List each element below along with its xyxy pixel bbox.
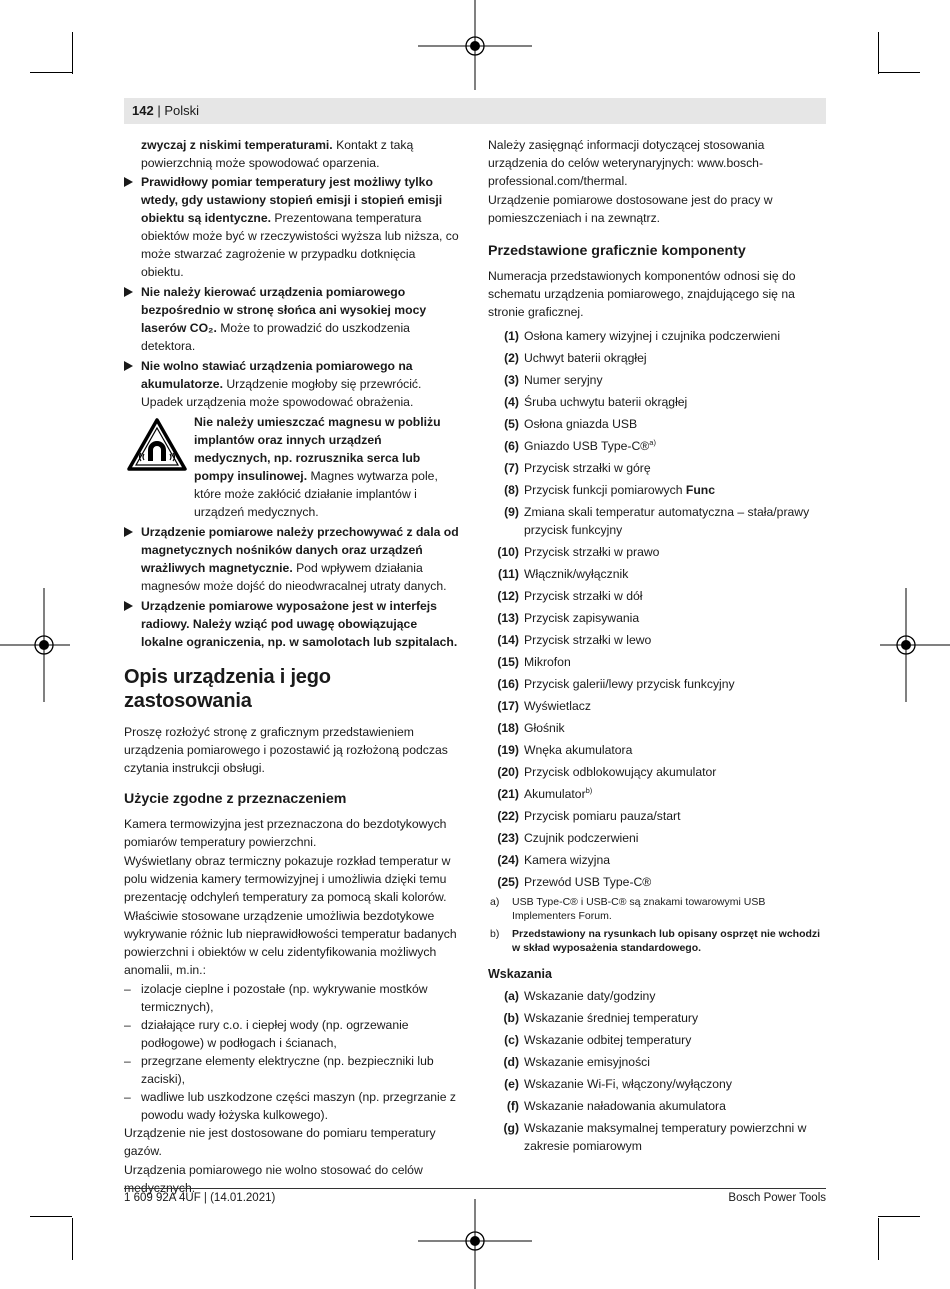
subsection-title: Użycie zgodne z przeznaczeniem bbox=[124, 791, 347, 807]
item-text: Wskazanie naładowania akumulatora bbox=[524, 1099, 726, 1113]
list-item bbox=[488, 459, 826, 477]
item-text: Przycisk pomiaru pauza/start bbox=[524, 809, 681, 823]
registration-mark-icon bbox=[0, 588, 70, 702]
continued-paragraph: zwyczaj z niskimi temperaturami. Kontakt z taką powierzchnią może spowodować oparzenia. bbox=[141, 138, 414, 170]
right-column bbox=[488, 136, 826, 1159]
document-id: 1 609 92A 4UF | (14.01.2021) bbox=[124, 1192, 276, 1204]
footnote-ref: b) bbox=[585, 785, 593, 795]
item-number: (20) bbox=[497, 765, 519, 779]
page-footer bbox=[124, 1188, 826, 1204]
safety-bullet: Urządzenie pomiarowe należy przechowywać z dala od magnetycznych nośników danych oraz urządzeń wrażliwych magnetycznie. Pod wpływem działania magnesów może dojść do nieodwracalnej utraty danych. bbox=[124, 523, 460, 595]
list-item bbox=[488, 371, 826, 389]
item-text: Wskazanie daty/godziny bbox=[524, 989, 656, 1003]
item-text: Przycisk strzałki w górę bbox=[524, 461, 651, 475]
component-list bbox=[488, 327, 826, 891]
item-text: Włącznik/wyłącznik bbox=[524, 567, 629, 581]
language-label: Polski bbox=[164, 103, 199, 118]
subsection-title: Wskazania bbox=[488, 967, 552, 981]
list-item bbox=[488, 1053, 826, 1071]
paragraph: Wyświetlany obraz termiczny pokazuje rozkład temperatur w polu widzenia kamery termowizyjnej i umożliwia dzięki temu prezentację odchyleń temperatury za pomocą skali kolorów. bbox=[124, 854, 451, 904]
list-item bbox=[488, 1097, 826, 1115]
item-number: (11) bbox=[497, 567, 519, 581]
item-text: Przycisk zapisywania bbox=[524, 611, 640, 625]
item-text: Przycisk galerii/lewy przycisk funkcyjny bbox=[524, 677, 735, 691]
item-number: (6) bbox=[504, 439, 519, 453]
item-text: Akumulator bbox=[524, 787, 586, 801]
intro-paragraph: Proszę rozłożyć stronę z graficznym przedstawieniem urządzenia pomiarowego i pozostawić ją rozłożoną podczas czytania instrukcji obsługi. bbox=[124, 725, 448, 775]
magnet-warning-icon bbox=[126, 417, 188, 473]
item-number: (1) bbox=[504, 329, 519, 343]
brand-label: Bosch Power Tools bbox=[728, 1192, 826, 1204]
subsection-title: Przedstawione graficznie komponenty bbox=[488, 243, 746, 259]
dash-list-item: – izolacje cieplne i pozostałe (np. wykrywanie mostków termicznych), bbox=[124, 980, 460, 1016]
list-item bbox=[488, 503, 826, 539]
item-text: Wyświetlacz bbox=[524, 699, 591, 713]
registration-mark-icon bbox=[418, 0, 532, 90]
list-item bbox=[488, 587, 826, 605]
footnote: a) USB Type-C® i USB-C® są znakami towarowymi USB Implementers Forum. bbox=[490, 896, 766, 922]
crop-mark bbox=[878, 1216, 920, 1217]
item-number: (b) bbox=[503, 1011, 519, 1025]
list-item bbox=[488, 1031, 826, 1049]
list-item bbox=[488, 987, 826, 1005]
item-number: (17) bbox=[497, 699, 519, 713]
item-number: (f) bbox=[506, 1099, 519, 1113]
item-text: Głośnik bbox=[524, 721, 565, 735]
list-item bbox=[488, 873, 826, 891]
item-number: (g) bbox=[503, 1121, 519, 1135]
item-text: Wskazanie Wi-Fi, włączony/wyłączony bbox=[524, 1077, 732, 1091]
item-number: (12) bbox=[497, 589, 519, 603]
safety-bullet: Nie wolno stawiać urządzenia pomiarowego na akumulatorze. Urządzenie mogłoby się przewrócić. Upadek urządzenia może spowodować obrażenia. bbox=[124, 357, 460, 411]
crop-mark bbox=[30, 1216, 72, 1217]
list-item bbox=[488, 609, 826, 627]
list-item bbox=[488, 349, 826, 367]
list-item bbox=[488, 565, 826, 583]
safety-bullet: Nie należy kierować urządzenia pomiarowego bezpośrednio w stronę słońca ani wysokiej mocy laserów CO₂. Może to prowadzić do uszkodzenia detektora. bbox=[124, 283, 460, 355]
list-item bbox=[488, 1009, 826, 1027]
item-text: Mikrofon bbox=[524, 655, 571, 669]
item-number: (21) bbox=[497, 787, 519, 801]
item-number: (18) bbox=[497, 721, 519, 735]
item-text: Przycisk strzałki w prawo bbox=[524, 545, 660, 559]
paragraph: Właściwie stosowane urządzenie umożliwia bezdotykowe wykrywanie różnic lub nieprawidłowości temperatur badanych powierzchni i obiektów w celu zidentyfikowania możliwych anomalii, m.in.: bbox=[124, 909, 457, 977]
list-item bbox=[488, 807, 826, 825]
triangle-bullet-icon bbox=[124, 177, 133, 187]
item-text: Wskazanie maksymalnej temperatury powierzchni w zakresie pomiarowym bbox=[524, 1121, 807, 1153]
left-column bbox=[124, 136, 460, 1198]
list-item bbox=[488, 829, 826, 847]
list-item bbox=[488, 437, 826, 455]
paragraph: Numeracja przedstawionych komponentów odnosi się do schematu urządzenia pomiarowego, znajdującego się na stronie graficznej. bbox=[488, 269, 796, 319]
item-text: Kamera wizyjna bbox=[524, 853, 611, 867]
crop-mark bbox=[878, 1218, 879, 1260]
item-number: (25) bbox=[497, 875, 519, 889]
item-text: Osłona kamery wizyjnej i czujnika podczerwieni bbox=[524, 329, 781, 343]
item-number: (d) bbox=[503, 1055, 519, 1069]
paragraph: Urządzenia pomiarowego nie wolno stosować do celów medycznych. bbox=[124, 1163, 423, 1195]
triangle-bullet-icon bbox=[124, 601, 133, 611]
item-number: (19) bbox=[497, 743, 519, 757]
safety-bullet: Urządzenie pomiarowe wyposażone jest w interfejs radiowy. Należy wziąć pod uwagę obowiązujące lokalne ograniczenia, np. w samolotach lub szpitalach. bbox=[124, 597, 460, 651]
item-number: (23) bbox=[497, 831, 519, 845]
list-item bbox=[488, 631, 826, 649]
crop-mark bbox=[878, 72, 920, 73]
item-number: (3) bbox=[504, 373, 519, 387]
page-header bbox=[124, 98, 826, 124]
item-number: (2) bbox=[504, 351, 519, 365]
list-item bbox=[488, 741, 826, 759]
item-bold-text: Func bbox=[685, 483, 715, 497]
footnote-ref: a) bbox=[649, 437, 656, 447]
registration-mark-icon bbox=[880, 588, 950, 702]
item-text: Uchwyt baterii okrągłej bbox=[524, 351, 647, 365]
item-number: (9) bbox=[504, 505, 519, 519]
item-number: (a) bbox=[504, 989, 519, 1003]
item-text: Osłona gniazda USB bbox=[524, 417, 638, 431]
dash-list-item: – wadliwe lub uszkodzone części maszyn (np. przegrzanie z powodu wady łożyska kulkowego). bbox=[124, 1088, 460, 1124]
indicator-list bbox=[488, 987, 826, 1155]
list-item bbox=[488, 763, 826, 781]
item-text: Gniazdo USB Type-C® bbox=[524, 439, 650, 453]
list-item bbox=[488, 1119, 826, 1155]
list-item bbox=[488, 697, 826, 715]
list-item bbox=[488, 1075, 826, 1093]
item-number: (c) bbox=[504, 1033, 519, 1047]
item-text: Przycisk odblokowujący akumulator bbox=[524, 765, 717, 779]
crop-mark bbox=[878, 32, 879, 74]
page-number: 142 bbox=[132, 103, 154, 118]
list-item bbox=[488, 415, 826, 433]
item-text: Wskazanie odbitej temperatury bbox=[524, 1033, 692, 1047]
paragraph: Kamera termowizyjna jest przeznaczona do bezdotykowych pomiarów temperatury powierzchni. bbox=[124, 817, 447, 849]
list-item bbox=[488, 327, 826, 345]
item-number: (15) bbox=[497, 655, 519, 669]
item-text: Przewód USB Type-C® bbox=[524, 875, 652, 889]
list-item bbox=[488, 653, 826, 671]
item-text: Przycisk strzałki w dół bbox=[524, 589, 643, 603]
triangle-bullet-icon bbox=[124, 361, 133, 371]
crop-mark bbox=[30, 72, 72, 73]
paragraph: Urządzenie nie jest dostosowane do pomiaru temperatury gazów. bbox=[124, 1126, 436, 1158]
item-number: (24) bbox=[497, 853, 519, 867]
item-number: (16) bbox=[497, 677, 519, 691]
item-text: Wskazanie emisyjności bbox=[524, 1055, 650, 1069]
crop-mark bbox=[72, 32, 73, 74]
crop-mark bbox=[72, 1218, 73, 1260]
section-title: Opis urządzenia i jego zastosowania bbox=[124, 666, 331, 712]
item-number: (7) bbox=[504, 461, 519, 475]
paragraph: Należy zasięgnąć informacji dotyczącej stosowania urządzenia do celów weterynaryjnych: www.bosch-professional.com/thermal. bbox=[488, 138, 765, 188]
item-text: Wskazanie średniej temperatury bbox=[524, 1011, 699, 1025]
list-item bbox=[488, 481, 826, 499]
dash-list-item: – działające rury c.o. i ciepłej wody (np. ogrzewanie podłogowe) w podłogach i ścianach, bbox=[124, 1016, 460, 1052]
item-number: (e) bbox=[504, 1077, 519, 1091]
item-number: (10) bbox=[497, 545, 519, 559]
list-item bbox=[488, 719, 826, 737]
item-number: (4) bbox=[504, 395, 519, 409]
item-text: Przycisk strzałki w lewo bbox=[524, 633, 652, 647]
item-number: (5) bbox=[504, 417, 519, 431]
item-text: Numer seryjny bbox=[524, 373, 603, 387]
list-item bbox=[488, 851, 826, 869]
item-number: (8) bbox=[504, 483, 519, 497]
list-item bbox=[488, 785, 826, 803]
dash-list-item: – przegrzane elementy elektryczne (np. bezpieczniki lub zaciski), bbox=[124, 1052, 460, 1088]
footnote: b) Przedstawiony na rysunkach lub opisany osprzęt nie wchodzi w skład wyposażenia standardowego. bbox=[490, 928, 821, 954]
list-item bbox=[488, 543, 826, 561]
item-number: (13) bbox=[497, 611, 519, 625]
item-text: Czujnik podczerwieni bbox=[524, 831, 639, 845]
paragraph: Urządzenie pomiarowe dostosowane jest do pracy w pomieszczeniach i na zewnątrz. bbox=[488, 193, 773, 225]
item-text: Zmiana skali temperatur automatyczna – stała/prawy przycisk funkcyjny bbox=[524, 505, 810, 537]
item-text: Przycisk funkcji pomiarowych bbox=[524, 483, 686, 497]
list-item bbox=[488, 675, 826, 693]
triangle-bullet-icon bbox=[124, 527, 133, 537]
list-item bbox=[488, 393, 826, 411]
item-number: (22) bbox=[497, 809, 519, 823]
registration-mark-icon bbox=[418, 1199, 532, 1289]
item-number: (14) bbox=[497, 633, 519, 647]
item-text: Wnęka akumulatora bbox=[524, 743, 633, 757]
safety-bullet: Prawidłowy pomiar temperatury jest możliwy tylko wtedy, gdy ustawiony stopień emisji i stopień emisji obiektu są identyczne. Prezentowana temperatura obiektów może być w rzeczywistości wyższa lub niższa, co może stwarzać zagrożenie w przypadku dotknięcia obiektu. bbox=[124, 173, 460, 281]
triangle-bullet-icon bbox=[124, 287, 133, 297]
page-number-label: 142 | Polski bbox=[132, 103, 199, 118]
item-text: Śruba uchwytu baterii okrągłej bbox=[524, 395, 688, 409]
magnet-warning: Nie należy umieszczać magnesu w pobliżu implantów oraz innych urządzeń medycznych, np. rozrusznika serca lub pompy insulinowej. Magnes wytwarza pole, które może zakłócić działanie implantów i urządzeń medycznych. bbox=[124, 413, 460, 521]
